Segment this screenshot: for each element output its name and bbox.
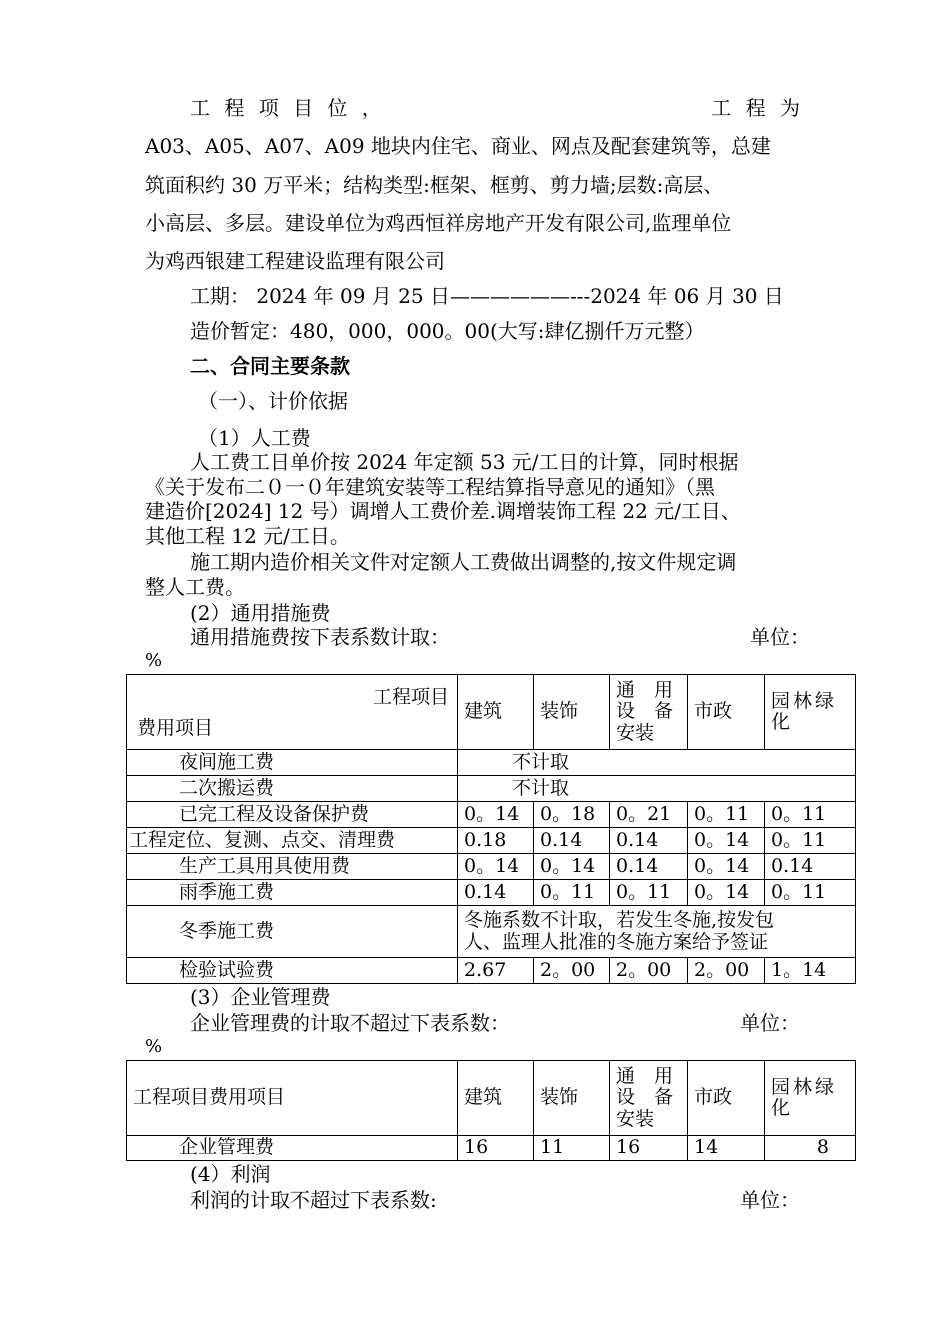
cell: 0。11: [534, 880, 610, 906]
labor-para-1-line-4: 其他工程 12 元/工日。: [145, 524, 350, 548]
intro-line-2: A03、A05、A07、A09 地块内住宅、商业、网点及配套建筑等，总建: [145, 134, 771, 158]
col-header-landscape-l2: 化: [771, 711, 791, 733]
col-header-equipment-l1: 通 用: [616, 679, 674, 702]
cell: 16: [610, 1136, 688, 1161]
cell: 2。00: [534, 958, 610, 984]
winter-note-line-1: 冬施系数不计取，若发生冬施,按发包: [464, 909, 775, 932]
cell: 2。00: [610, 958, 688, 984]
profit-intro: 利润的计取不超过下表系数:: [190, 1188, 437, 1212]
construction-period: 工期： 2024 年 09 月 25 日——————---2024 年 06 月 30 日: [190, 284, 784, 308]
cell: 0.14: [610, 828, 688, 854]
measures-unit-label: 单位：: [750, 625, 810, 649]
table-row: [127, 854, 856, 880]
intro-line-1-right: 工 程 为: [711, 96, 804, 120]
labor-para-1-line-2: 《关于发布二０一０年建筑安装等工程结算指导意见的通知》（黑: [145, 475, 715, 499]
row-merged-value: 不计取: [458, 776, 856, 802]
col-header-equipment-l2: 设 备: [616, 1086, 674, 1109]
table-header-row: [127, 1061, 856, 1136]
cell: 0.14: [458, 880, 534, 906]
cell: 0.14: [765, 854, 856, 880]
cell: 0。11: [765, 880, 856, 906]
measures-table: [126, 674, 856, 984]
row-name: 雨季施工费: [127, 880, 458, 906]
row-name: 冬季施工费: [127, 906, 458, 958]
cell: 0。14: [688, 880, 765, 906]
winter-note-line-2: 人、监理人批准的冬施方案给予签证: [464, 930, 769, 953]
management-unit-percent: %: [145, 1036, 163, 1057]
cell: 0.18: [458, 828, 534, 854]
management-fee-heading: (3）企业管理费: [190, 985, 331, 1009]
cell: 8: [765, 1136, 856, 1161]
col-header-equipment: [610, 1061, 688, 1136]
cell: 14: [688, 1136, 765, 1161]
row-name: 检验试验费: [127, 958, 458, 984]
intro-line-5: 为鸡西银建工程建设监理有限公司: [145, 249, 445, 273]
table-row: [127, 880, 856, 906]
col-header-equipment: [610, 675, 688, 750]
table-header-row: [127, 675, 856, 750]
table-row: [127, 802, 856, 828]
header-fee-label: 费用项目: [137, 716, 214, 739]
row-name: 企业管理费: [127, 1136, 458, 1161]
col-header-municipal: 市政: [688, 675, 765, 750]
cell: 0.14: [534, 828, 610, 854]
intro-line-1-left: 工 程 项 目 位 ，: [190, 96, 386, 120]
table-row: [127, 828, 856, 854]
row-name: 生产工具用具使用费: [127, 854, 458, 880]
cell: 0。14: [458, 802, 534, 828]
col-header-equipment-l3: 安装: [616, 1107, 655, 1130]
management-fee-table: [126, 1060, 856, 1161]
col-header-decoration: 装饰: [534, 675, 610, 750]
cell: 0。11: [765, 828, 856, 854]
cell: 0。14: [688, 854, 765, 880]
cell: 16: [458, 1136, 534, 1161]
section-2-title: 二、合同主要条款: [190, 354, 350, 378]
cell: 0。11: [765, 802, 856, 828]
cell: 0。21: [610, 802, 688, 828]
table-row: [127, 1136, 856, 1161]
profit-heading: (4）利润: [190, 1162, 271, 1186]
cell: 0。14: [688, 828, 765, 854]
labor-para-2-line-2: 整人工费。: [145, 575, 245, 599]
row-name: 已完工程及设备保护费: [127, 802, 458, 828]
header-corner-cell: [127, 675, 458, 750]
contract-cost: 造价暂定：480，000，000。00(大写:肆亿捌仟万元整）: [190, 319, 705, 343]
cell: 0。14: [534, 854, 610, 880]
header-project-label: 工程项目: [372, 686, 449, 708]
cell: 0.14: [610, 854, 688, 880]
intro-line-3: 筑面积约 30 万平米；结构类型:框架、框剪、剪力墙;层数:高层、: [145, 173, 724, 197]
row-name: 二次搬运费: [127, 776, 458, 802]
table-row: [127, 776, 856, 802]
col-header-landscape: [765, 1061, 856, 1136]
cell: 11: [534, 1136, 610, 1161]
measures-unit-percent: %: [145, 650, 163, 671]
cell: 0。11: [610, 880, 688, 906]
measures-heading: (2）通用措施费: [190, 601, 331, 625]
col-header-landscape-l2: 化: [771, 1097, 791, 1119]
measures-intro: 通用措施费按下表系数计取：: [190, 625, 450, 649]
labor-para-2-line-1: 施工期内造价相关文件对定额人工费做出调整的,按文件规定调: [190, 550, 737, 574]
intro-line-4: 小高层、多层。建设单位为鸡西恒祥房地产开发有限公司,监理单位: [145, 211, 732, 235]
col-header-landscape-l1: 园林绿: [771, 689, 838, 712]
col-header-landscape-l1: 园林绿: [771, 1075, 838, 1098]
cell: 0。18: [534, 802, 610, 828]
row-merged-value: [458, 906, 856, 958]
labor-para-1-line-1: 人工费工日单价按 2024 年定额 53 元/工日的计算，同时根据: [190, 450, 739, 474]
col-header-landscape: [765, 675, 856, 750]
header-project-fee-label: 工程项目费用项目: [127, 1061, 458, 1136]
cell: 2。00: [688, 958, 765, 984]
row-merged-value: 不计取: [458, 750, 856, 776]
management-unit-label: 单位：: [740, 1011, 800, 1035]
pricing-basis-heading: （一）、计价依据: [198, 389, 348, 413]
labor-cost-heading: （1）人工费: [198, 426, 311, 450]
row-name: 夜间施工费: [127, 750, 458, 776]
cell: 0。14: [458, 854, 534, 880]
intro-line-1: [190, 98, 804, 118]
cell: 1。14: [765, 958, 856, 984]
table-row: [127, 906, 856, 958]
row-name: 工程定位、复测、点交、清理费: [127, 828, 458, 854]
col-header-equipment-l3: 安装: [616, 721, 655, 744]
col-header-equipment-l1: 通 用: [616, 1065, 674, 1088]
cell: 2.67: [458, 958, 534, 984]
col-header-building: 建筑: [458, 1061, 534, 1136]
profit-unit-label: 单位：: [740, 1188, 800, 1212]
col-header-equipment-l2: 设 备: [616, 700, 674, 723]
col-header-municipal: 市政: [688, 1061, 765, 1136]
col-header-decoration: 装饰: [534, 1061, 610, 1136]
cell: 0。11: [688, 802, 765, 828]
labor-para-1-line-3: 建造价[2024] 12 号）调增人工费价差.调增装饰工程 22 元/工日、: [145, 499, 741, 523]
table-row: [127, 750, 856, 776]
table-row: [127, 958, 856, 984]
col-header-building: 建筑: [458, 675, 534, 750]
management-fee-intro: 企业管理费的计取不超过下表系数：: [190, 1011, 510, 1035]
